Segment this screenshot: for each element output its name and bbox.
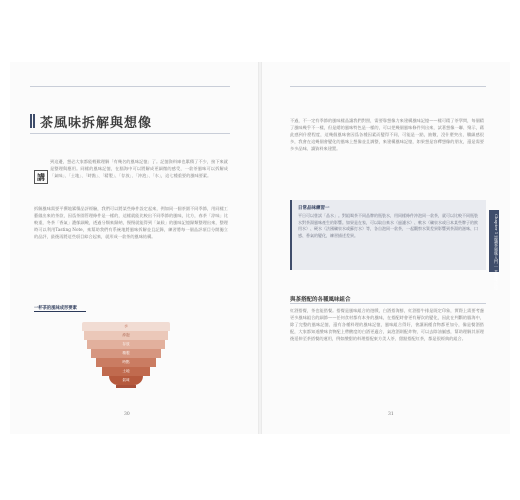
title-rule bbox=[30, 133, 230, 134]
page-title: 茶風味拆解與想像 bbox=[40, 116, 153, 131]
page-number-right: 31 bbox=[388, 412, 394, 417]
body-paragraph: 拆解風味需要平撰地累積品評經驗，我們可以將某些條件設定起來，例如同一個茶園不同季節，用同樣工藝做出來的茶款，因爲茶園管理條件是一樣的，這樣就能比較出不同季節的風味，比方，春茶「涼味」比較重，冬茶「香氣」濃郁細緻，透過分類來歸納，慢慢就能得到「氣候」的風味記憶歸類整理出來，整理時可以利用Tasting Note，來幫助我們有系統地將風味拆解並且記錄，練習將每一個品評項目分開獨立的品評，最後再將這些項目綜合起來，就形成一款茶的風味結構。 bbox=[34, 206, 228, 239]
title-accent-bar bbox=[30, 114, 32, 128]
caption-rule bbox=[34, 311, 86, 312]
bowl-layer-water bbox=[82, 322, 170, 331]
bowl-label-brewing: 沖泡 bbox=[122, 333, 130, 337]
bowl-label-timing: 時點 bbox=[122, 360, 130, 364]
bowl-label-water: 水 bbox=[124, 324, 128, 328]
drop-cap: 講 bbox=[34, 170, 48, 184]
header-rule-right bbox=[290, 86, 486, 87]
intro-paragraph: 到這邊，想必大家都能輕鬆理解「有幾名的風味記憶」了。記憶資料庫也累積了不少，接下來就是整理與應用。同樣的風味記憶，在腦海中可以將解成更細微的感受，一款茶風味可以拆解成「氣味」、「土地」、「時點」、「精製」、「存放」、「沖泡」、「水」，這七種重要的風味要素。 bbox=[50, 159, 228, 178]
bowl-layer-processing bbox=[91, 349, 161, 358]
bowl-layer-timing bbox=[96, 358, 156, 367]
figure-caption: 一杯茶的風味成形要素 bbox=[34, 306, 77, 311]
bowl-foot bbox=[116, 385, 136, 388]
title-accent-bar-2 bbox=[33, 114, 35, 128]
practice-sidebox bbox=[290, 200, 486, 270]
sidebox-title: 日常品味練習一 bbox=[298, 206, 330, 211]
bowl-layer-climate bbox=[109, 376, 143, 385]
bowl-layer-storage bbox=[87, 340, 165, 349]
chapter-label: Chapter 1 認識茶風味入門 ｜ 茶風味記憶 bbox=[494, 214, 499, 291]
bowl-layer-land bbox=[102, 367, 150, 376]
header-rule-left bbox=[30, 86, 230, 87]
bowl-layer-brewing bbox=[84, 331, 168, 340]
bowl-label-climate: 氣味 bbox=[122, 378, 130, 382]
sidebox-text: 平日可以嘗試「品水」。對組喝茶不同品牌的瓶裝水，用同樣條件沖泡同一款茶，就可以比較不同瓶裝水對茶湯風味產生的影響。如果是在家，可以取自來水（過濾水）、軟水（礦泉水或日本某些牌子的飲用水）、硬水（法國礦泉水或蘇打水）等，各自泡同一款茶，一起觀察水質差異影響到茶湯的滋味、口感、香氣的變化，練習描述差異。 bbox=[298, 213, 478, 238]
bowl-label-processing: 精製 bbox=[122, 351, 130, 355]
book-spine bbox=[258, 62, 262, 434]
top-paragraph: 不過，不一定有季節的風味樣品讓我們對照，需要靠想像力來建構風味記憶——樣可精了茶學問，每個精了風味幾乎不一樣，但是總的風味特色是一樣的，可以把幾個風味條件列出來，試著想像一聯、聚示，藉此感到什麼程度，這幾個風味會因爲各種因素而變得不同，可能是一點，抽數，沒什麼突出，纖細感很多，我會在這幾個會變化的風味上想像並且調整，來建構風味記憶，如果想是容釋想像的朋友，還是需要多多品味、讀資料來建置。 bbox=[290, 118, 484, 151]
page-number-left: 30 bbox=[124, 412, 130, 417]
bowl-label-storage: 存放 bbox=[122, 342, 130, 346]
bowl-label-land: 土地 bbox=[122, 369, 130, 373]
section-paragraph: 紅酒搭餐，茶也能搭餐。搭餐是風味組合的遊戲，白酒搭海鮮，紅酒搭牛排是既定印象，實際上需要考慮更多風味組合的細節——任何食材都有本身的風味，在搭配時會更有層次的變化，因此在判斷的腦海中，除了完整的風味記憶，還有各種料理的風味記憶，風味組合得好，會讓兩種食物都更加分，像是餐酒搭配，大家都知道酸味食物配上帶酸度的白酒更適合，氣泡酒則配炸物，可以去除油膩感，幫助理解其原理後延伸至茶搭餐的運用，例如酸甜的料理搭配東方美人茶、甜點搭配紅茶，都是很經典的組合。 bbox=[290, 308, 484, 341]
section-title: 與茶搭配的各種風味組合 bbox=[290, 297, 351, 303]
section-rule bbox=[290, 303, 486, 304]
